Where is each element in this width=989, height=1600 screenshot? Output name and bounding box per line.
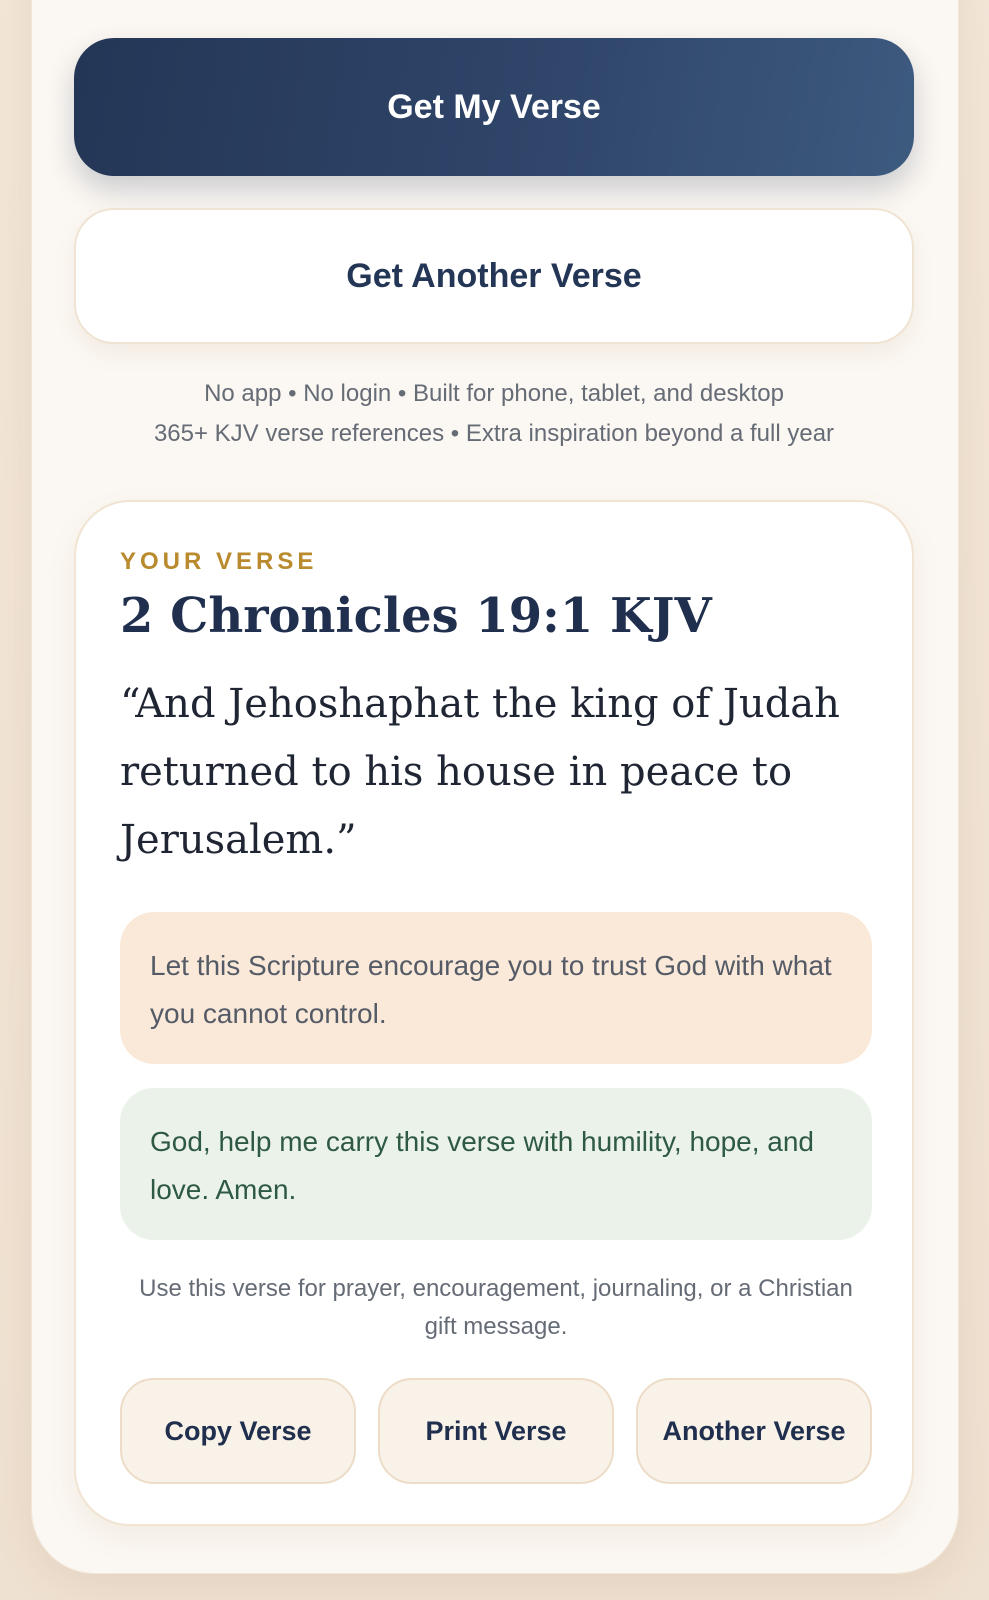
tagline-line-2: 365+ KJV verse references • Extra inspiration beyond a full year [153,420,835,447]
tagline [74,374,914,454]
verse-reference: 2 Chronicles 19:1 KJV [120,588,712,644]
verse-card [74,500,914,1526]
prayer-text: God, help me carry this verse with humility, hope, and love. Amen. [150,1126,815,1205]
print-verse-button[interactable]: Print Verse [378,1378,614,1484]
verse-text: “And Jehoshaphat the king of Judah returned to his house in peace to Jerusalem.” [120,681,840,863]
usage-note: Use this verse for prayer, encouragement, journaling, or a Christian gift message. [139,1275,853,1340]
verse-actions [120,1378,872,1484]
encouragement-text: Let this Scripture encourage you to trust God with what you cannot control. [150,950,832,1029]
prayer-box [120,1088,872,1240]
verse-eyebrow: YOUR VERSE [120,548,318,575]
tagline-line-1: No app • No login • Built for phone, tablet, and desktop [204,380,784,407]
another-verse-button[interactable]: Another Verse [636,1378,872,1484]
get-my-verse-button[interactable]: Get My Verse [74,38,914,176]
copy-verse-button[interactable]: Copy Verse [120,1378,356,1484]
encouragement-box [120,912,872,1064]
get-another-verse-button[interactable]: Get Another Verse [74,208,914,344]
